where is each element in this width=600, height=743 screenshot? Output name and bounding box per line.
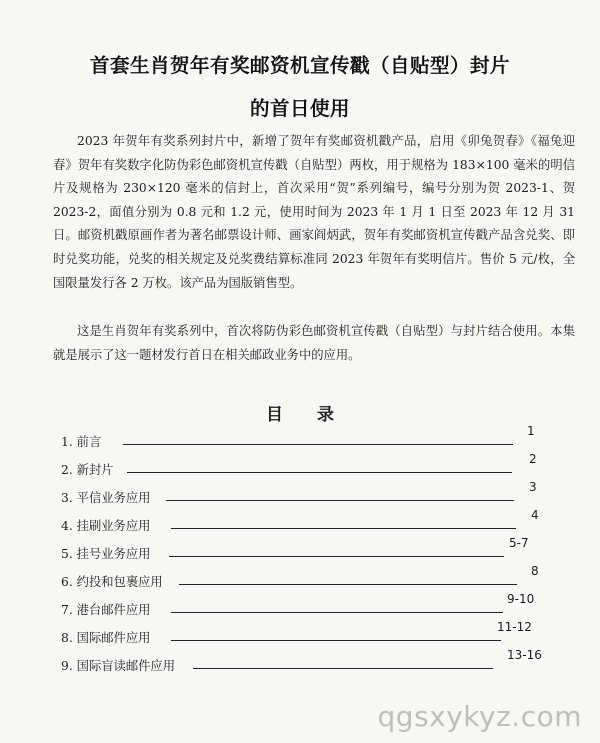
- toc-entry: [61, 508, 561, 536]
- toc-entry-label: 3. 平信业务应用: [61, 491, 151, 505]
- toc-entry-page: 2: [529, 452, 537, 466]
- toc-heading: 目录: [266, 405, 368, 425]
- toc-entry-page: 4: [531, 508, 539, 522]
- toc-leader-line: [123, 444, 513, 445]
- toc-entry-label: 1. 前言: [61, 435, 102, 449]
- toc-leader-line: [169, 556, 504, 557]
- toc-entry: [61, 648, 561, 676]
- toc-entry-label: 8. 国际邮件应用: [61, 631, 151, 645]
- toc-entry-label: 6. 约投和包裹应用: [61, 575, 163, 589]
- toc-entry-page: 1: [527, 424, 535, 438]
- toc-entry-label: 2. 新封片: [61, 463, 114, 477]
- toc-entry: [61, 620, 561, 648]
- toc-entry-page: 8: [531, 564, 539, 578]
- toc-entry: [61, 592, 561, 620]
- toc-entry-page: 13-16: [507, 648, 542, 662]
- toc-entry-label: 9. 国际盲读邮件应用: [61, 659, 176, 673]
- toc-entry-page: 3: [529, 480, 537, 494]
- title-line-2: 的首日使用: [249, 97, 350, 120]
- toc-entry: [61, 452, 561, 480]
- toc-leader-line: [171, 640, 501, 641]
- toc-leader-line: [179, 584, 517, 585]
- toc-entry: [61, 480, 561, 508]
- toc-entry-page: 9-10: [507, 592, 535, 606]
- toc-entry-label: 5. 挂号业务应用: [61, 547, 151, 561]
- toc-entry-label: 4. 挂刷业务应用: [61, 519, 151, 533]
- intro-paragraph-1: 2023 年贺年有奖系列封片中，新增了贺年有奖邮资机戳产品，启用《卯兔贺春》《福兔迎春》贺年有奖数字化防伪彩色邮资机宣传戳（自贴型）两枚，用于规格为 183×100 毫米的明信片及规格为 230×120 毫米的信封上，首次采用“贺”系列编号，编号分别为贺 2023-1、贺 2023-2，面值分别为 0.8 元和 1.2 元，使用时间为 2023 年 1 月 1 日至 2023 年 12 月 31 日。邮资机戳原画作者为著名邮票设计师、画家阎炳武，贺年有奖邮资机宣传戳产品含兑奖、即时兑奖功能，兑奖的相关规定及兑奖费结算标准同 2023 年贺年有奖明信片。售价 5 元/枚，全国限量发行各 2 万枚。该产品为国版销售型。: [53, 134, 575, 290]
- toc-entry: [61, 424, 561, 452]
- intro-paragraph-2: 这是生肖贺年有奖系列中，首次将防伪彩色邮资机宣传戳（自贴型）与封片结合使用。本集就是展示了这一题材发行首日在相关邮政业务中的应用。: [53, 324, 575, 362]
- toc-entry: [61, 536, 561, 564]
- toc-entry-page: 11-12: [497, 620, 532, 634]
- toc-entry-label: 7. 港台邮件应用: [61, 603, 151, 617]
- toc-leader-line: [171, 528, 516, 529]
- toc-leader-line: [193, 668, 493, 669]
- toc-entry-page: 5-7: [509, 536, 529, 550]
- toc-leader-line: [166, 500, 514, 501]
- toc-leader-line: [127, 472, 512, 473]
- watermark: qgsxykyz.com: [377, 700, 582, 733]
- toc-entry: [61, 564, 561, 592]
- title-line-1: 首套生肖贺年有奖邮资机宣传戳（自贴型）封片: [89, 54, 510, 77]
- toc-leader-line: [171, 612, 503, 613]
